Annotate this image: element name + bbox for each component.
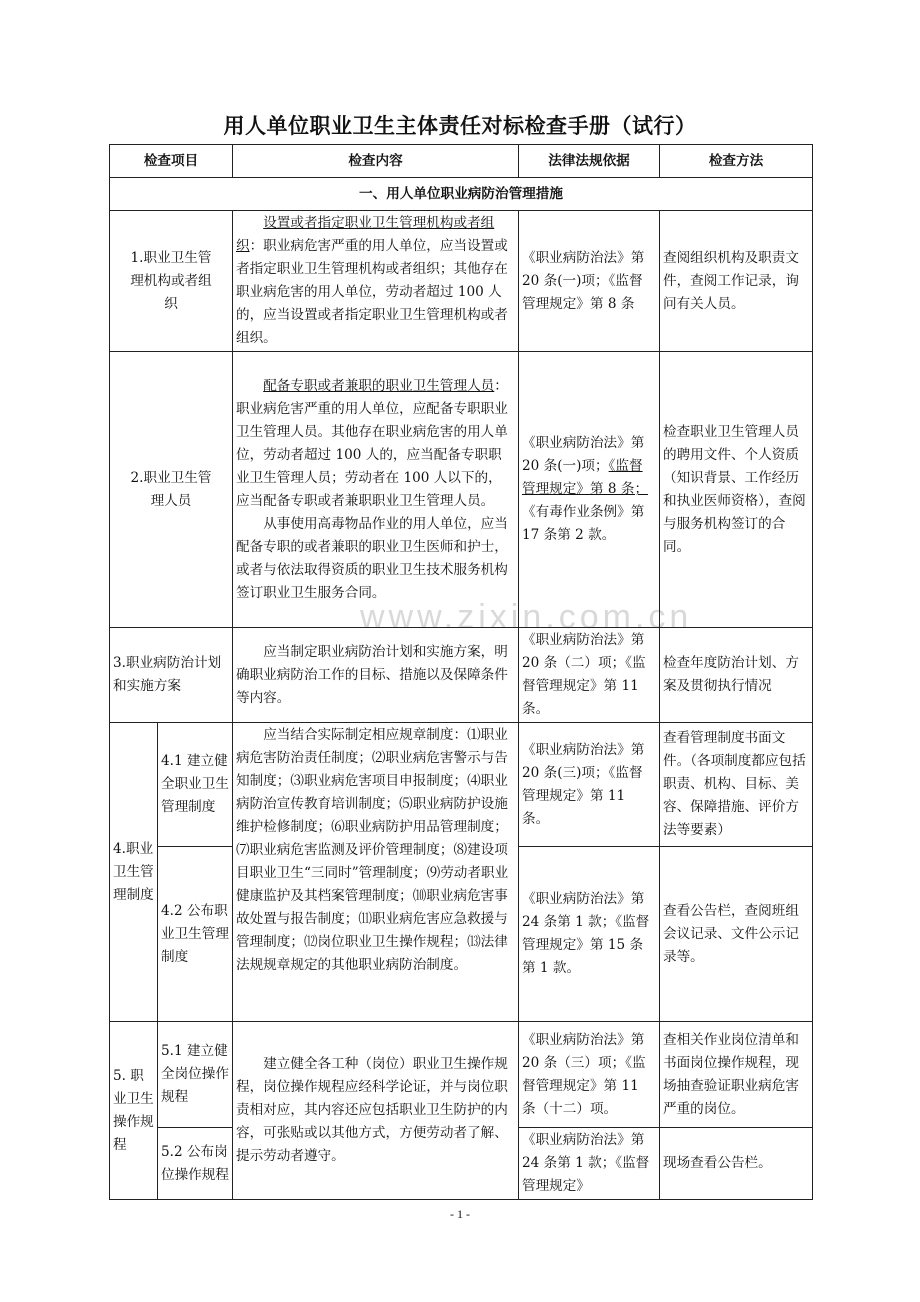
law-cell: 《职业病防治法》第 20 条（三）项；《监督管理规定》第 11 条（十二）项。 — [519, 1022, 660, 1128]
table-row — [110, 1022, 813, 1128]
content-heading: 设置或者指定职业卫生管理机构或者组织 — [236, 215, 495, 254]
content-text: ：职业病危害严重的用人单位，应配备专职职业卫生管理人员。其他存在职业病危害的用人单位，劳动者超过 100 人的，应当配备专职职业卫生管理人员；劳动者在 100 人以下的，应当配备专职或者兼职职业卫生管理人员。 — [236, 377, 508, 509]
item-cell: 2.职业卫生管理人员 — [110, 352, 233, 628]
header-check-item: 检查项目 — [110, 145, 233, 178]
method-cell: 查看公告栏，查阅班组会议记录、文件公示记录等。 — [660, 847, 813, 1022]
watermark: www.zixin.com.cn — [360, 598, 693, 636]
document-title: 用人单位职业卫生主体责任对标检查手册（试行） — [223, 114, 697, 138]
item-cell: 1.职业卫生管理机构或者组织 — [110, 211, 233, 352]
section-title: 一、用人单位职业病防治管理措施 — [110, 178, 813, 211]
method-cell: 检查职业卫生管理人员的聘用文件、个人资质（知识背景、工作经历和执业医师资格），查阅与服务机构签订的合同。 — [660, 352, 813, 628]
content-cell — [233, 628, 519, 723]
law-text: 《有毒作业条例》第 17 条第 2 款。 — [522, 504, 645, 543]
law-text: 《职业病防治法》第 20 条(一)项； — [522, 435, 645, 474]
table-header-row — [110, 145, 813, 178]
law-cell — [519, 352, 660, 628]
item-cell: 5. 职业卫生操作规程 — [110, 1022, 158, 1200]
law-cell: 《职业病防治法》第 20 条(三)项；《监督管理规定》第 11 条。 — [519, 723, 660, 847]
method-cell: 检查年度防治计划、方案及贯彻执行情况 — [660, 628, 813, 723]
sub-item-cell: 5.1 建立健全岗位操作规程 — [158, 1022, 233, 1128]
content-text: 应当制定职业病防治计划和实施方案，明确职业病防治工作的目标、措施以及保障条件等内容。 — [236, 643, 508, 706]
content-cell — [233, 211, 519, 352]
content-paragraph: 从事使用高毒物品作业的用人单位，应当配备专职的或者兼职的职业卫生医师和护士，或者与依法取得资质的职业卫生技术服务机构签订职业卫生服务合同。 — [236, 515, 508, 601]
law-cell: 《职业病防治法》第 24 条第 1 款；《监督管理规定》 — [519, 1128, 660, 1200]
sub-item-cell: 5.2 公布岗位操作规程 — [158, 1128, 233, 1200]
law-cell: 《职业病防治法》第 20 条（二）项；《监督管理规定》第 11 条。 — [519, 628, 660, 723]
content-text: 应当结合实际制定相应规章制度：⑴职业病危害防治责任制度；⑵职业病危害警示与告知制度；⑶职业病危害项目申报制度；⑷职业病防治宣传教育培训制度；⑸职业病防护设施维护检修制度；⑹职业病防护用品管理制度；⑺职业病危害监测及评价管理制度；⑻建设项目职业卫生“三同时”管理制度；⑼劳动者职业健康监护及其档案管理制度；⑽职业病危害事故处置与报告制度；⑾职业病危害应急救援与管理制度；⑿岗位职业卫生操作规程；⒀法律法规规章规定的其他职业病防治制度。 — [236, 727, 509, 973]
sub-item-cell: 4.1 建立健全职业卫生管理制度 — [158, 723, 233, 847]
method-cell: 查相关作业岗位清单和书面岗位操作规程，现场抽查验证职业病危害严重的岗位。 — [660, 1022, 813, 1128]
content-text: 建立健全各工种（岗位）职业卫生操作规程，岗位操作规程应经科学论证，并与岗位职责相对应，其内容还应包括职业卫生防护的内容，可张贴或以其他方式，方便劳动者了解、提示劳动者遵守。 — [236, 1056, 508, 1164]
content-cell — [233, 352, 519, 628]
checklist-table — [109, 144, 813, 1200]
header-check-content: 检查内容 — [233, 145, 519, 178]
page-number: - 1 - — [450, 1207, 470, 1221]
law-cell: 《职业病防治法》第 20 条(一)项；《监督管理规定》第 8 条 — [519, 211, 660, 352]
header-legal-basis: 法律法规依据 — [519, 145, 660, 178]
sub-item-cell: 4.2 公布职业卫生管理制度 — [158, 847, 233, 1022]
content-cell — [233, 723, 519, 1022]
section-row — [110, 178, 813, 211]
law-cell: 《职业病防治法》第 24 条第 1 款；《监督管理规定》第 15 条第 1 款。 — [519, 847, 660, 1022]
content-heading: 配备专职或者兼职的职业卫生管理人员 — [263, 377, 495, 394]
item-cell: 4.职业卫生管理制度 — [110, 723, 158, 1022]
table-row — [110, 723, 813, 847]
header-check-method: 检查方法 — [660, 145, 813, 178]
content-cell — [233, 1022, 519, 1200]
table-row — [110, 352, 813, 628]
method-cell: 现场查看公告栏。 — [660, 1128, 813, 1200]
content-text: ：职业病危害严重的用人单位，应当设置或者指定职业卫生管理机构或者组织；其他存在职业病危害的用人单位，劳动者超过 100 人的，应当设置或者指定职业卫生管理机构或者组织。 — [236, 238, 508, 346]
law-text-underlined: 《监督管理规定》第 8 条； — [522, 458, 649, 497]
method-cell: 查阅组织机构及职责文件，查阅工作记录，询问有关人员。 — [660, 211, 813, 352]
table-row — [110, 628, 813, 723]
item-cell: 3.职业病防治计划和实施方案 — [110, 628, 233, 723]
table-row — [110, 211, 813, 352]
method-cell: 查看管理制度书面文件。（各项制度都应包括职责、机构、目标、美容、保障措施、评价方法等要素） — [660, 723, 813, 847]
